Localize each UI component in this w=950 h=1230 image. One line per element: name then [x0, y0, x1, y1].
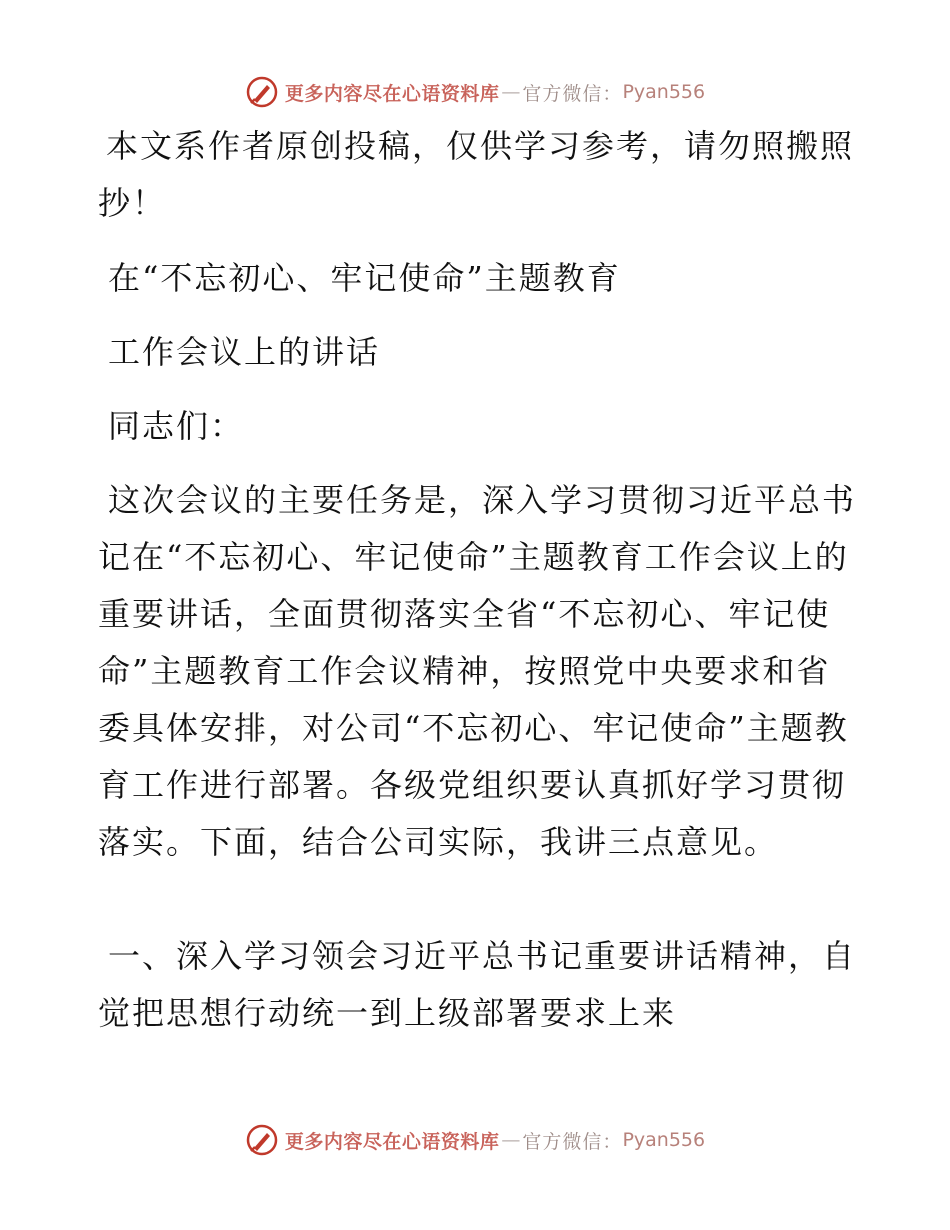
header-watermark: [0, 70, 950, 114]
title-line-2: 工作会议上的讲话: [108, 333, 381, 371]
watermark-brand: 更多内容尽在心语资料库: [284, 82, 500, 105]
salutation: 同志们：: [108, 407, 245, 445]
pen-logo-icon: [245, 1123, 279, 1157]
copyright-notice: 本文系作者原创投稿，仅供学习参考，请勿照搬照抄！: [98, 127, 855, 222]
watermark-wechat-label: 官方微信：: [522, 1130, 623, 1153]
watermark-wechat-id: Pyan556: [622, 81, 706, 103]
title-line-1: 在“不忘初心、牢记使命”主题教育: [108, 259, 621, 297]
pen-logo-icon: [245, 75, 279, 109]
watermark-wechat-id: Pyan556: [622, 1129, 706, 1151]
watermark-brand: 更多内容尽在心语资料库: [284, 1130, 500, 1153]
watermark-wechat-label: 官方微信：: [522, 82, 623, 105]
section-heading-1: 一、深入学习领会习近平总书记重要讲话精神，自觉把思想行动统一到上级部署要求上来: [98, 937, 857, 1032]
footer-watermark: [0, 1118, 950, 1162]
body-paragraph-1: 这次会议的主要任务是，深入学习贯彻习近平总书记在“不忘初心、牢记使命”主题教育工作会议上的重要讲话，全面贯彻落实全省“不忘初心、牢记使命”主题教育工作会议精神，按照党中央要求和省委具体安排，对公司“不忘初心、牢记使命”主题教育工作进行部署。各级党组织要认真抓好学习贯彻落实。下面，结合公司实际，我讲三点意见。: [98, 481, 857, 861]
watermark-dash: —: [501, 81, 521, 103]
watermark-dash: —: [501, 1129, 521, 1151]
